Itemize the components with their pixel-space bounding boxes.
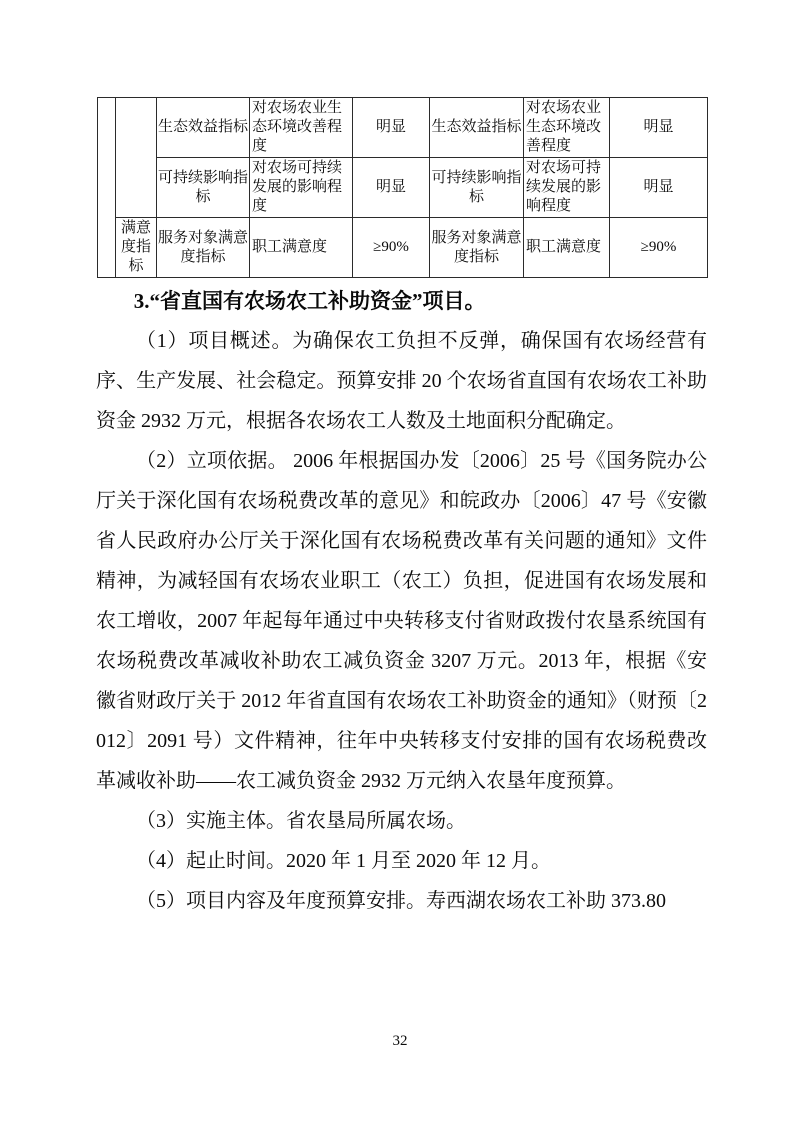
- table-row-sustainability: [98, 158, 708, 218]
- table-cell-target: 明显: [610, 98, 708, 158]
- section-heading: 3.“省直国有农场农工补助资金”项目。: [133, 289, 486, 313]
- table-cell-target: 明显: [353, 158, 430, 218]
- table-cell-indicator: 生态效益指标: [157, 98, 250, 158]
- table-cell-empty-left-gutter: [98, 98, 116, 278]
- table-row-satisfaction: [98, 218, 708, 278]
- table-cell-indicator: 可持续影响指标: [157, 158, 250, 218]
- table-cell-indicator: 服务对象满意度指标: [430, 218, 524, 278]
- table-cell-metric: 对农场农业生态环境改善程度: [250, 98, 353, 158]
- table-cell-metric: 职工满意度: [524, 218, 610, 278]
- body-text-column: [96, 281, 707, 921]
- table-cell-empty-group: [116, 98, 157, 218]
- table-cell-metric: 对农场可持续发展的影响程度: [524, 158, 610, 218]
- table-cell-target: ≥90%: [353, 218, 430, 278]
- table-cell-indicator: 可持续影响指标: [430, 158, 524, 218]
- table-cell-target: ≥90%: [610, 218, 708, 278]
- paragraph-time-range: （4）起止时间。2020 年 1 月至 2020 年 12 月。: [136, 850, 551, 872]
- table-cell-metric: 对农场可持续发展的影响程度: [250, 158, 353, 218]
- indicator-table: [97, 97, 708, 278]
- page-number: 32: [392, 1033, 408, 1049]
- table-row-eco-benefit: [98, 98, 708, 158]
- table-cell-metric: 职工满意度: [250, 218, 353, 278]
- table-cell-metric: 对农场农业生态环境改善程度: [524, 98, 610, 158]
- table-cell-target: 明显: [610, 158, 708, 218]
- paragraph-project-basis: （2）立项依据。 2006 年根据国办发〔2006〕25 号《国务院办公厅关于深化国有农场税费改革的意见》和皖政办〔2006〕47 号《安徽省人民政府办公厅关于深化国有农场税费改革有关问题的通知》文件精神，为减轻国有农场农业职工（农工）负担，促进国有农场发展和农工增收，2007 年起每年通过中央转移支付省财政拨付农垦系统国有农场税费改革减收补助农工减负资金 3207 万元。2013 年，根据《安徽省财政厅关于 2012 年省直国有农场农工补助资金的通知》（财预〔2012〕2091 号）文件精神，往年中央转移支付安排的国有农场税费改革减收补助——农工减负资金 2932 万元纳入农垦年度预算。: [96, 450, 707, 792]
- table-cell-group-label: 满意度指标: [116, 218, 157, 278]
- table-cell-indicator: 服务对象满意度指标: [157, 218, 250, 278]
- paragraph-budget-arrangement: （5）项目内容及年度预算安排。寿西湖农场农工补助 373.80: [136, 890, 666, 912]
- table-cell-target: 明显: [353, 98, 430, 158]
- paragraph-implementing-body: （3）实施主体。省农垦局所属农场。: [136, 810, 466, 832]
- table-cell-indicator: 生态效益指标: [430, 98, 524, 158]
- paragraph-project-overview: （1）项目概述。为确保农工负担不反弹，确保国有农场经营有序、生产发展、社会稳定。预算安排 20 个农场省直国有农场农工补助资金 2932 万元，根据各农场农工人数及土地面积分配确定。: [96, 330, 707, 432]
